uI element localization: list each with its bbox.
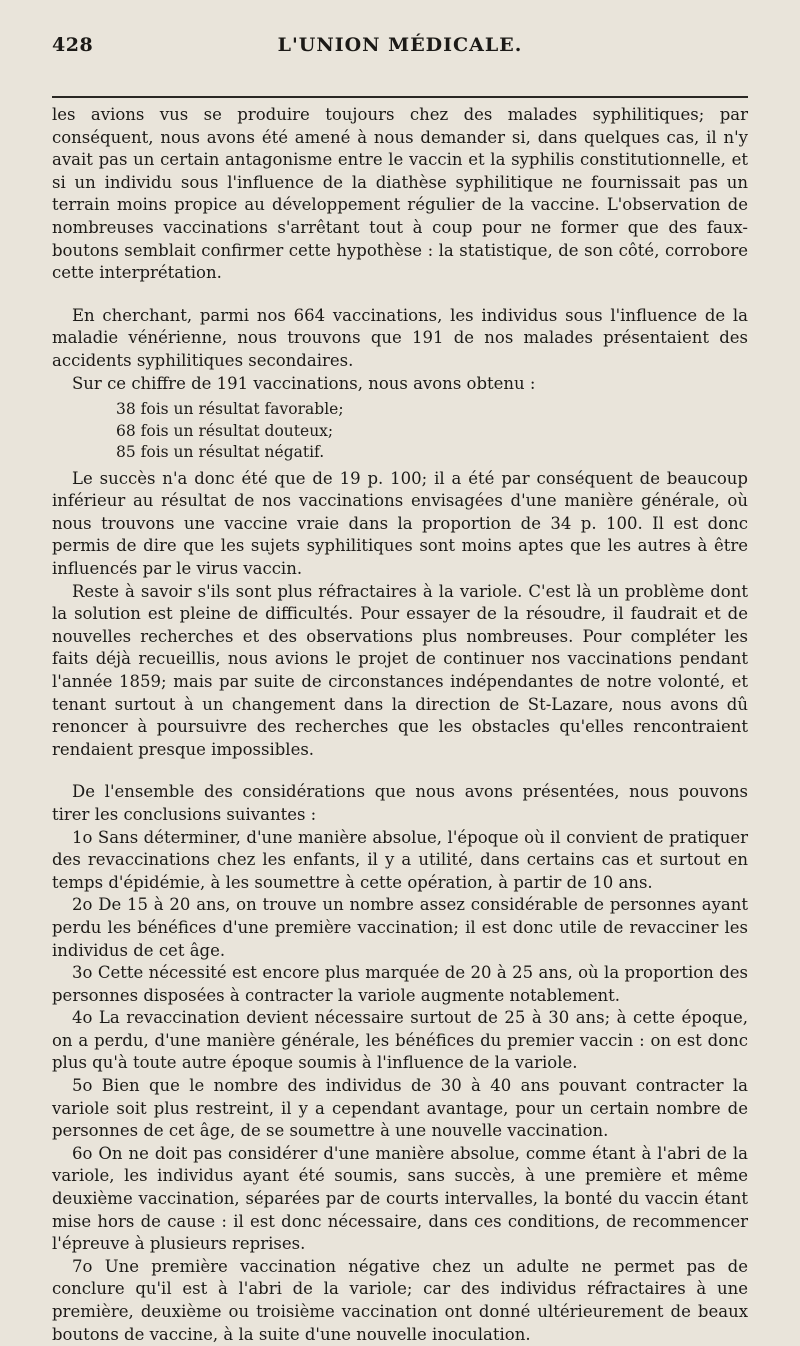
section-gap — [52, 285, 748, 305]
section-gap — [52, 761, 748, 781]
conclusion-item: 4o La revaccination devient nécessaire surtout de 25 à 30 ans; à cette époque, on a perdu, d'une manière générale, les bénéfices du premier vaccin : on est donc plus qu'à toute autre époque soumis à l'influence de la variole. — [52, 1008, 748, 1073]
list-item: 38 fois un résultat favorable; — [116, 400, 344, 419]
page-header — [52, 30, 748, 64]
conclusion-item: 3o Cette nécessité est encore plus marquée de 20 à 25 ans, où la proportion des personnes disposées à contracter la variole augmente notablement. — [52, 963, 748, 1005]
paragraph: En cherchant, parmi nos 664 vaccinations, les individus sous l'influence de la maladie vénérienne, nous trouvons que 191 de nos malades présentaient des accidents syphilitiques secondaires. — [52, 305, 748, 370]
paragraph: les avions vus se produire toujours chez des malades syphilitiques; par conséquent, nous avons été amené à nous demander si, dans quelques cas, il n'y avait pas un certain antagonisme entre le vaccin et la syphilis constitutionnelle, et si un individu sous l'influence de la diathèse syphilitique ne fournissait pas un terrain moins propice au développement régulier de la vaccine. L'observation de nombreuses vaccinations s'arrêtant tout à coup pour ne former que des faux-boutons semblait confirmer cette hypothèse : la statistique, de son côté, corrobore cette interprétation. — [52, 105, 748, 283]
paragraph: De l'ensemble des considérations que nous avons présentées, nous pouvons tirer les conclusions suivantes : — [52, 782, 748, 824]
conclusion-item: 6o On ne doit pas considérer d'une manière absolue, comme étant à l'abri de la variole, les individus ayant été soumis, sans succès, à une première et même deuxième vaccination, séparées par de courts intervalles, la bonté du vaccin étant mise hors de cause : il est donc nécessaire, dans ces conditions, de recommencer l'épreuve à plusieurs reprises. — [52, 1143, 748, 1254]
conclusion-item: 7o Une première vaccination négative chez un adulte ne permet pas de conclure qu'il est à l'abri de la variole; car des individus réfractaires à une première, deuxième ou troisième vaccination ont donné ultérieurement de beaux boutons de vaccine, à la suite d'une nouvelle inoculation. — [52, 1256, 748, 1344]
paragraph: Le succès n'a donc été que de 19 p. 100; il a été par conséquent de beaucoup inférieur au résultat de nos vaccinations envisagées d'une manière générale, où nous trouvons une vaccine vraie dans la proportion de 34 p. 100. Il est donc permis de dire que les sujets syphilitiques sont moins aptes que les autres à être influencés par le virus vaccin. — [52, 468, 748, 578]
paragraph: Reste à savoir s'ils sont plus réfractaires à la variole. C'est là un problème dont la solution est pleine de difficultés. Pour essayer de la résoudre, il faudrait et de nouvelles recherches et des observations plus nombreuses. Pour compléter les faits déjà recueillis, nous avions le projet de continuer nos vaccinations pendant l'année 1859; mais par suite de circonstances indépendantes de notre volonté, et tenant surtout à un changement dans la direction de St-Lazare, nous avons dû renoncer à poursuivre des recherches que les obstacles qu'elles rencontraient rendaient presque impossibles. — [52, 581, 748, 759]
header-rule — [52, 96, 748, 98]
conclusion-item: 5o Bien que le nombre des individus de 30 à 40 ans pouvant contracter la variole soit plus restreint, il y a cependant avantage, pour un certain nombre de personnes de cet âge, de se soumettre à une nouvelle vaccination. — [52, 1076, 748, 1141]
list-item: 68 fois un résultat douteux; — [116, 421, 334, 440]
page-number: 428 — [52, 34, 94, 56]
list-item: 85 fois un résultat négatif. — [116, 443, 325, 462]
conclusion-item: 2o De 15 à 20 ans, on trouve un nombre assez considérable de personnes ayant perdu les bénéfices d'une première vaccination; il est donc utile de revacciner les individus de cet âge. — [52, 895, 748, 960]
paragraph: Sur ce chiffre de 191 vaccinations, nous avons obtenu : — [72, 373, 536, 393]
running-title: L'UNION MÉDICALE. — [277, 34, 523, 56]
conclusion-item: 1o Sans déterminer, d'une manière absolue, l'époque où il convient de pratiquer des revaccinations chez les enfants, il y a utilité, dans certains cas et surtout en temps d'épidémie, à les soumettre à cette opération, à partir de 10 ans. — [52, 827, 748, 892]
body-text — [52, 104, 748, 1346]
results-list — [52, 399, 748, 464]
